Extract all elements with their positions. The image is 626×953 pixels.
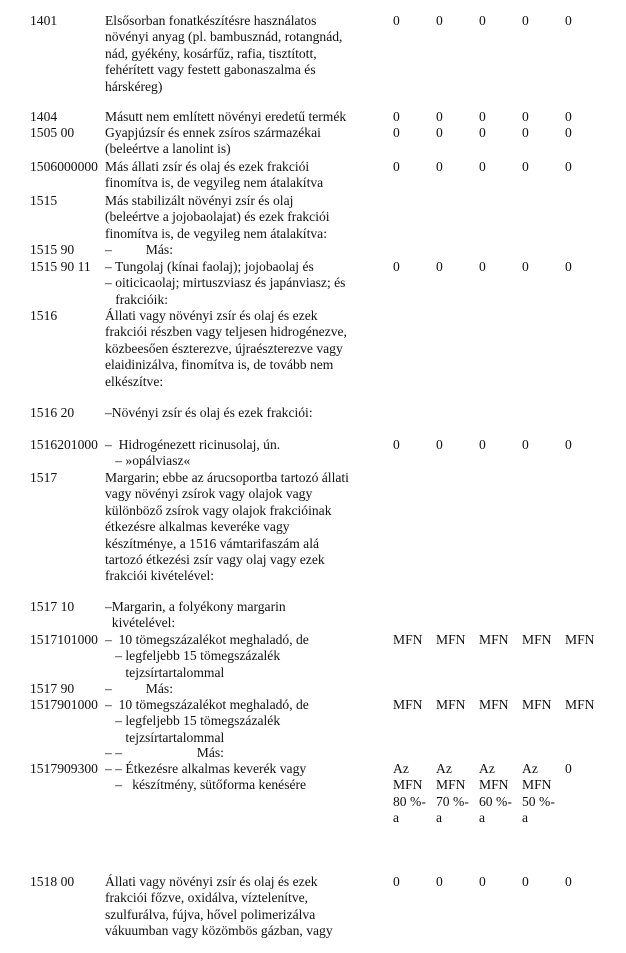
description: [105, 259, 393, 308]
description-line: Gyapjúzsír és ennek zsíros származékai: [105, 125, 321, 140]
description-line: – Más:: [105, 242, 173, 257]
description-line: vagy növényi zsírok vagy olajok vagy: [105, 486, 313, 502]
description-line: –Növényi zsír és olaj és ezek frakciói:: [105, 405, 313, 420]
description-line: – – Étkezésre alkalmas keverék vagy: [105, 761, 307, 776]
description-line: – Tungolaj (kínai faolaj); jojobaolaj és: [105, 259, 314, 274]
description: [105, 242, 393, 258]
description-line: (beleértve a lanolint is): [105, 141, 231, 157]
rate-value: 0: [565, 259, 572, 274]
description-line: –Margarin, a folyékony margarin: [105, 599, 286, 614]
rate-value: MFN: [393, 697, 423, 712]
rate-value: 0: [436, 259, 443, 274]
tariff-code: 1518 00: [30, 874, 75, 889]
description-line: – oiticicaolaj; mirtuszviasz és japánviasz; és: [105, 275, 346, 291]
tariff-code: 1515 90: [30, 242, 75, 257]
description: [105, 437, 393, 470]
description-line: tartozó étkezési zsír vagy olaj vagy ezek: [105, 552, 325, 568]
tariff-code: 1401: [30, 13, 58, 28]
description-line: vákuumban vagy közömbös gázban, vagy: [105, 923, 333, 939]
description: [105, 193, 393, 242]
rate-value: MFN: [479, 697, 509, 712]
description-line: készítménye, a 1516 vámtarifaszám alá: [105, 535, 320, 551]
tariff-code: 1517: [30, 470, 58, 485]
rate-value: 0: [479, 159, 486, 174]
description-line: közbeesően észterezve, újraészterezve vagy: [105, 340, 343, 356]
description-line: – Más:: [105, 681, 173, 696]
description-line: frakciói részben vagy teljesen hidrogénezve,: [105, 324, 347, 340]
description: [105, 745, 393, 761]
description-line: (beleértve a jojobaolajat) és ezek frakciói: [105, 209, 330, 225]
rate-value: Az MFN 60 %- a: [479, 761, 512, 826]
description-line: tejzsírtartalommal: [105, 664, 225, 680]
description-line: növényi anyag (pl. bambusznád, rotangnád,: [105, 29, 343, 45]
description-line: Más stabilizált növényi zsír és olaj: [105, 193, 294, 208]
rate-value: 0: [522, 437, 529, 452]
rate-value: 0: [479, 13, 486, 28]
rate-value: 0: [436, 159, 443, 174]
description-line: – Hidrogénezett ricinusolaj, ún.: [105, 437, 281, 452]
tariff-code: 1404: [30, 109, 58, 124]
description-line: Margarin; ebbe az árucsoportba tartozó állati: [105, 470, 349, 485]
rate-value: 0: [436, 437, 443, 452]
rate-value: 0: [522, 109, 529, 124]
rate-value: 0: [565, 437, 572, 452]
tariff-code: 1517909300: [30, 761, 98, 776]
description-line: finomítva is, de vegyileg nem átalakítva: [105, 175, 324, 191]
description-line: elkészítve:: [105, 373, 164, 389]
rate-value: 0: [393, 13, 400, 28]
tariff-code: 1516201000: [30, 437, 98, 452]
rate-value: 0: [479, 437, 486, 452]
description-line: Másutt nem említett növényi eredetű termék: [105, 109, 347, 124]
rate-value: MFN: [565, 632, 595, 647]
description-line: frakciói kivételével:: [105, 568, 215, 584]
description-line: elaidinizálva, finomítva is, de tovább nem: [105, 357, 334, 373]
rate-value: 0: [436, 874, 443, 889]
rate-value: 0: [565, 109, 572, 124]
tariff-code: 1506000000: [30, 159, 98, 174]
rate-value: 0: [393, 109, 400, 124]
description-line: fehérített vagy festett gabonaszalma és: [105, 62, 316, 78]
rate-value: Az MFN 80 %- a: [393, 761, 426, 826]
description-line: frakcióik:: [105, 291, 169, 307]
rate-value: 0: [479, 109, 486, 124]
description-line: szulfurálva, fújva, hővel polimerizálva: [105, 906, 316, 922]
tariff-code: 1517 10: [30, 599, 75, 614]
tariff-code: 1515 90 11: [30, 259, 91, 274]
tariff-code: 1505 00: [30, 125, 75, 140]
rate-value: MFN: [522, 697, 552, 712]
description-line: hárskéreg): [105, 78, 163, 94]
rate-value: MFN: [436, 632, 466, 647]
description-line: frakciói főzve, oxidálva, víztelenítve,: [105, 890, 309, 906]
description-line: étkezésre alkalmas keveréke vagy: [105, 519, 290, 535]
description-line: kivételével:: [105, 615, 176, 631]
tariff-code: 1516: [30, 308, 58, 323]
description: [105, 109, 393, 125]
rate-value: MFN: [522, 632, 552, 647]
description-line: különböző zsírok vagy olajok frakcióinak: [105, 502, 332, 518]
description-line: – készítmény, sütőforma kenésére: [105, 777, 307, 793]
tariff-code: 1517 90: [30, 681, 75, 696]
description-line: – legfeljebb 15 tömegszázalék: [105, 713, 281, 729]
rate-value: 0: [565, 13, 572, 28]
rate-value: 0: [393, 437, 400, 452]
description-line: – legfeljebb 15 tömegszázalék: [105, 648, 281, 664]
tariff-code: 1515: [30, 193, 58, 208]
description-line: nád, gyékény, kosárfűz, rafia, tisztított,: [105, 45, 317, 61]
description-line: finomítva is, de vegyileg nem átalakítva:: [105, 225, 327, 241]
rate-value: Az MFN 50 %- a: [522, 761, 555, 826]
rate-value: MFN: [565, 697, 595, 712]
rate-value: 0: [436, 125, 443, 140]
tariff-code: 1517901000: [30, 697, 98, 712]
description-line: – – Más:: [105, 745, 224, 760]
rate-value: 0: [522, 159, 529, 174]
rate-value: MFN: [393, 632, 423, 647]
rate-value: 0: [393, 159, 400, 174]
rate-value: 0: [479, 125, 486, 140]
tariff-code: 1517101000: [30, 632, 98, 647]
description: [105, 632, 393, 681]
description-line: – »opálviasz«: [105, 453, 191, 469]
rate-value: 0: [436, 13, 443, 28]
rate-value: 0: [565, 761, 572, 776]
rate-value: 0: [479, 259, 486, 274]
description-line: – 10 tömegszázalékot meghaladó, de: [105, 632, 309, 647]
rate-value: MFN: [479, 632, 509, 647]
description-line: Állati vagy növényi zsír és olaj és ezek: [105, 874, 318, 889]
rate-value: 0: [565, 125, 572, 140]
description: [105, 697, 393, 746]
rate-value: 0: [393, 874, 400, 889]
description: [105, 308, 393, 390]
description: [105, 874, 393, 940]
description: [105, 761, 393, 794]
description-line: Állati vagy növényi zsír és olaj és ezek: [105, 308, 318, 323]
rate-value: Az MFN 70 %- a: [436, 761, 469, 826]
tariff-code: 1516 20: [30, 405, 75, 420]
rate-value: 0: [522, 125, 529, 140]
description-line: – 10 tömegszázalékot meghaladó, de: [105, 697, 309, 712]
description: [105, 405, 393, 421]
description: [105, 599, 393, 632]
description: [105, 470, 393, 585]
rate-value: 0: [393, 125, 400, 140]
rate-value: 0: [565, 159, 572, 174]
rate-value: 0: [436, 109, 443, 124]
rate-value: 0: [565, 874, 572, 889]
description: [105, 159, 393, 192]
rate-value: 0: [479, 874, 486, 889]
rate-value: 0: [522, 13, 529, 28]
description: [105, 125, 393, 158]
description-line: Más állati zsír és olaj és ezek frakciói: [105, 159, 310, 174]
description-line: tejzsírtartalommal: [105, 729, 225, 745]
rate-value: 0: [522, 259, 529, 274]
description-line: Elsősorban fonatkészítésre használatos: [105, 13, 317, 28]
description: [105, 681, 393, 697]
rate-value: 0: [522, 874, 529, 889]
description: [105, 13, 393, 95]
rate-value: 0: [393, 259, 400, 274]
rate-value: MFN: [436, 697, 466, 712]
